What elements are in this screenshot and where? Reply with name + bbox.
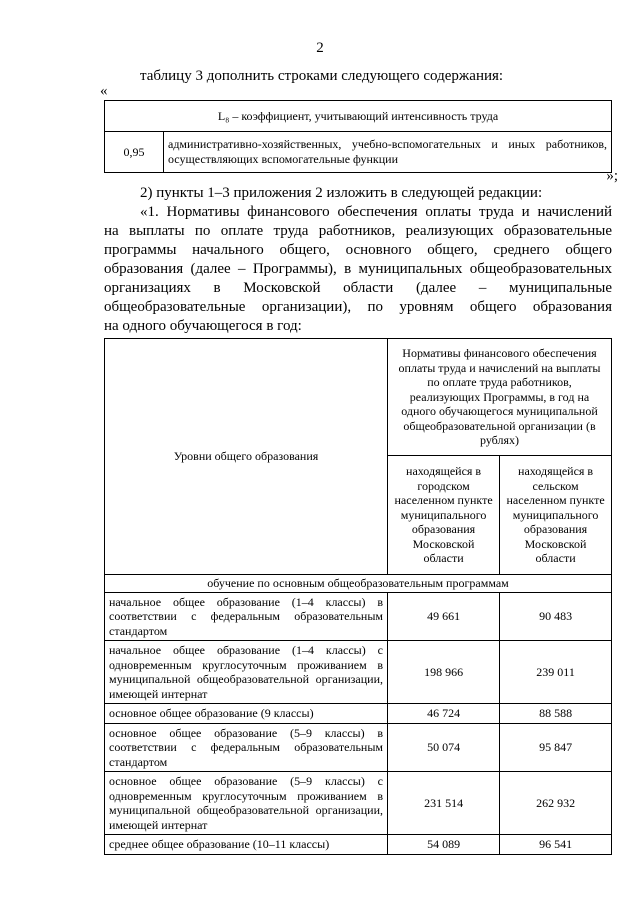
row-rural-value: 239 011: [500, 641, 612, 704]
section-title: обучение по основным общеобразовательным программам: [105, 575, 612, 593]
row-level: основное общее образование (5–9 классы) в соответствии с федеральным образовательным стандартом: [105, 723, 388, 772]
level-column-header: Уровни общего образования: [105, 339, 388, 575]
intro-line: таблицу 3 дополнить строками следующего содержания:: [140, 68, 504, 84]
row-rural-value: 262 932: [500, 772, 612, 835]
table-3-description: административно-хозяйственных, учебно-вспомогательных и иных работников, осуществляющих вспомогательные функции: [164, 132, 612, 173]
row-level: основное общее образование (9 классы): [105, 704, 388, 724]
row-urban-value: 54 089: [388, 835, 500, 855]
row-urban-value: 49 661: [388, 592, 500, 641]
row-rural-value: 96 541: [500, 835, 612, 855]
quote-open: «: [100, 83, 108, 99]
table-row: [105, 772, 612, 835]
row-urban-value: 50 074: [388, 723, 500, 772]
row-rural-value: 95 847: [500, 723, 612, 772]
table-row: [105, 704, 612, 724]
table-row: [105, 723, 612, 772]
page-number: 2: [316, 40, 324, 56]
table-3-header: L₈ – коэффициент, учитывающий интенсивность труда: [105, 101, 612, 132]
point-1-line: «1. Нормативы финансового обеспечения оплаты труда и начислений: [140, 204, 612, 220]
rural-header: находящейся в сельском населенном пункте муниципального образования Московской области: [500, 456, 612, 575]
row-urban-value: 231 514: [388, 772, 500, 835]
urban-header: находящейся в городском населенном пункте муниципального образования Московской области: [388, 456, 500, 575]
point-1-paragraph: [104, 203, 612, 336]
row-urban-value: 198 966: [388, 641, 500, 704]
row-level: начальное общее образование (1–4 классы) в соответствии с федеральным образовательным стандартом: [105, 592, 388, 641]
point-2: 2) пункты 1–3 приложения 2 изложить в следующей редакции:: [140, 185, 543, 201]
point-1-line: организациях в Московской области (далее – муниципальные: [104, 280, 612, 296]
row-level: основное общее образование (5–9 классы) с одновременным круглосуточным проживанием в муниципальной общеобразовательной организации, имеющей интернат: [105, 772, 388, 835]
table-row: [105, 592, 612, 641]
table-3-addition: [104, 100, 612, 173]
row-rural-value: 90 483: [500, 592, 612, 641]
norms-table: [104, 338, 612, 855]
table-row: [105, 835, 612, 855]
table-3-coefficient: 0,95: [105, 132, 164, 173]
row-urban-value: 46 724: [388, 704, 500, 724]
point-1-line: на выплаты по оплате труда работников, реализующих образовательные: [104, 223, 612, 239]
point-1-line: общеобразовательные организации), по уровням общего образования: [104, 299, 612, 315]
row-rural-value: 88 588: [500, 704, 612, 724]
row-level: начальное общее образование (1–4 классы) с одновременным круглосуточным проживанием в муниципальной общеобразовательной организации, имеющей интернат: [105, 641, 388, 704]
point-1-line: программы начального общего, основного общего, среднего общего: [104, 242, 612, 258]
quote-close: »;: [606, 168, 618, 184]
table-row: [105, 641, 612, 704]
norms-header: Нормативы финансового обеспечения оплаты труда и начислений на выплаты по оплате труда работников, реализующих Программы, в год на одного обучающегося муниципальной общеобразовательной организации (в рублях): [388, 339, 612, 456]
point-1-line: на одного обучающегося в год:: [104, 318, 302, 334]
row-level: среднее общее образование (10–11 классы): [105, 835, 388, 855]
point-1-line: образования (далее – Программы), в муниципальных общеобразовательных: [104, 261, 612, 277]
